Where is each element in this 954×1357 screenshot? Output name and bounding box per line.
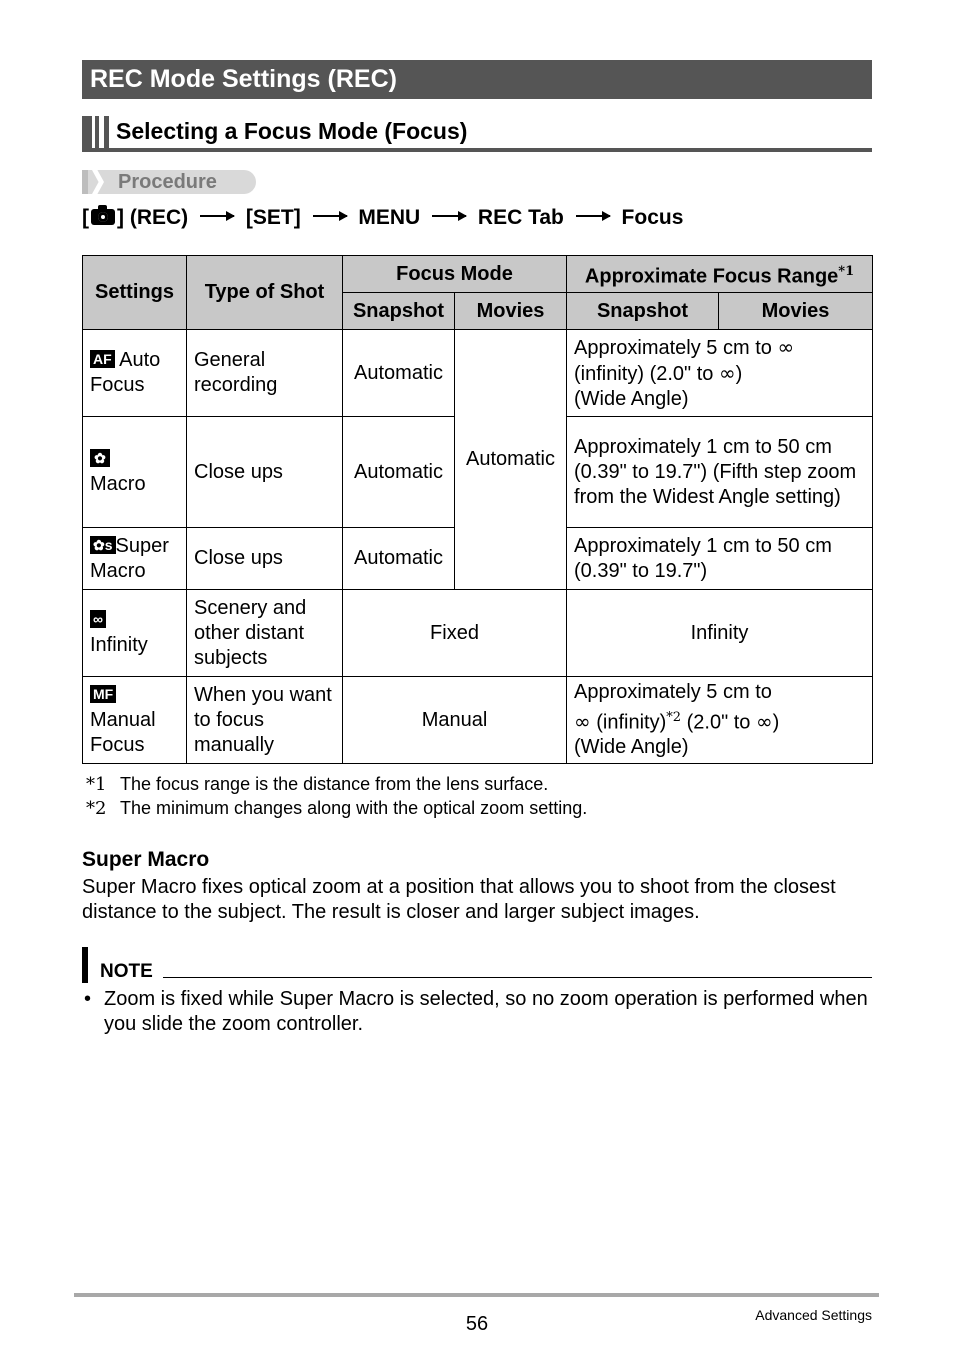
- infinity-icon: ∞: [574, 709, 591, 734]
- header-range-movies: Movies: [719, 293, 873, 330]
- super-macro-heading: Super Macro: [82, 848, 210, 871]
- header-movies: Movies: [455, 293, 567, 330]
- type-cell: When you want to focus manually: [187, 677, 343, 764]
- header-range-snapshot: Snapshot: [567, 293, 719, 330]
- infinity-icon: ∞: [755, 709, 773, 734]
- path-menu: MENU: [358, 206, 421, 229]
- footer-section-name: Advanced Settings: [755, 1307, 872, 1323]
- note-label: NOTE: [100, 961, 153, 982]
- path-bracket: ]: [117, 206, 124, 229]
- header-focus-range: Approximate Focus Range$^{*1}$: [567, 256, 873, 293]
- focus-mode-table: [82, 255, 873, 764]
- arrow-right-icon: [313, 215, 347, 217]
- subsection-marker: [82, 116, 92, 152]
- type-cell: General recording: [187, 330, 343, 417]
- subsection-marker: [104, 116, 109, 152]
- subsection-underline: [82, 148, 872, 152]
- manual-focus-icon: MF: [90, 685, 116, 703]
- path-rec-tab: REC Tab: [477, 206, 564, 229]
- page-number: 56: [465, 1313, 489, 1335]
- range-cell: Approximately 5 cm to ∞ (infinity) (2.0" to ∞) (Wide Angle): [567, 330, 873, 417]
- snapshot-cell: Automatic: [343, 330, 455, 417]
- footnote: *2 The minimum changes along with the optical zoom setting.: [86, 798, 588, 819]
- menu-path: [82, 204, 683, 232]
- focus-mode-cell: Manual: [343, 677, 567, 764]
- header-snapshot: Snapshot: [343, 293, 455, 330]
- setting-cell: ✿s Super Macro: [83, 528, 187, 590]
- movies-cell-merged: Automatic: [455, 330, 567, 590]
- procedure-badge-tip: [82, 170, 88, 194]
- infinity-icon: ∞: [777, 334, 795, 359]
- focus-mode-cell: Fixed: [343, 590, 567, 677]
- table-row: [83, 590, 873, 677]
- arrow-right-icon: [432, 215, 466, 217]
- auto-focus-icon: AF: [90, 350, 115, 368]
- section-title: REC Mode Settings (REC): [90, 65, 397, 93]
- subsection-marker: [95, 116, 99, 152]
- setting-cell: ✿ Macro: [83, 417, 187, 528]
- range-cell: Approximately 5 cm to ∞ (infinity)$^{*2}$ (2.0" to ∞) (Wide Angle): [567, 677, 873, 764]
- type-cell: Close ups: [187, 417, 343, 528]
- type-cell: Scenery and other distant subjects: [187, 590, 343, 677]
- super-macro-icon: ✿s: [90, 536, 116, 554]
- procedure-label: Procedure: [118, 171, 217, 193]
- arrow-right-icon: [200, 215, 234, 217]
- setting-cell: MF Manual Focus: [83, 677, 187, 764]
- snapshot-cell: Automatic: [343, 417, 455, 528]
- subsection-title: Selecting a Focus Mode (Focus): [116, 118, 468, 144]
- path-focus: Focus: [621, 206, 684, 229]
- macro-flower-icon: ✿: [90, 449, 110, 467]
- header-settings: Settings: [83, 256, 187, 330]
- footer-rule: [74, 1293, 879, 1297]
- infinity-icon: ∞: [90, 610, 106, 628]
- table-row: [83, 677, 873, 764]
- super-macro-body: Super Macro fixes optical zoom at a position that allows you to shoot from the closest distance to the subject. The result is closer and larger subject images.: [82, 876, 836, 923]
- setting-cell: AF Auto Focus: [83, 330, 187, 417]
- header-focus-mode: Focus Mode: [343, 256, 567, 293]
- table-row: [83, 330, 873, 417]
- range-cell: Approximately 1 cm to 50 cm (0.39" to 19.7"): [567, 528, 873, 590]
- type-cell: Close ups: [187, 528, 343, 590]
- arrow-right-icon: [576, 215, 610, 217]
- footnote: *1 The focus range is the distance from the lens surface.: [86, 774, 549, 795]
- note-marker: [82, 947, 88, 983]
- bullet-icon: •: [84, 988, 92, 1010]
- path-set: [SET]: [245, 206, 301, 229]
- header-type-of-shot: Type of Shot: [187, 256, 343, 330]
- path-bracket: [: [82, 206, 89, 229]
- note-item: • Zoom is fixed while Super Macro is selected, so no zoom operation is performed when you slide the zoom controller.: [84, 988, 868, 1035]
- range-cell: Approximately 1 cm to 50 cm (0.39" to 19.7") (Fifth step zoom from the Widest Angle setting): [567, 417, 873, 528]
- snapshot-cell: Automatic: [343, 528, 455, 590]
- note-rule: [163, 977, 872, 978]
- camera-icon: [91, 209, 115, 225]
- range-cell: Infinity: [567, 590, 873, 677]
- infinity-icon: ∞: [718, 360, 736, 385]
- path-rec: (REC): [129, 206, 189, 229]
- setting-cell: ∞ Infinity: [83, 590, 187, 677]
